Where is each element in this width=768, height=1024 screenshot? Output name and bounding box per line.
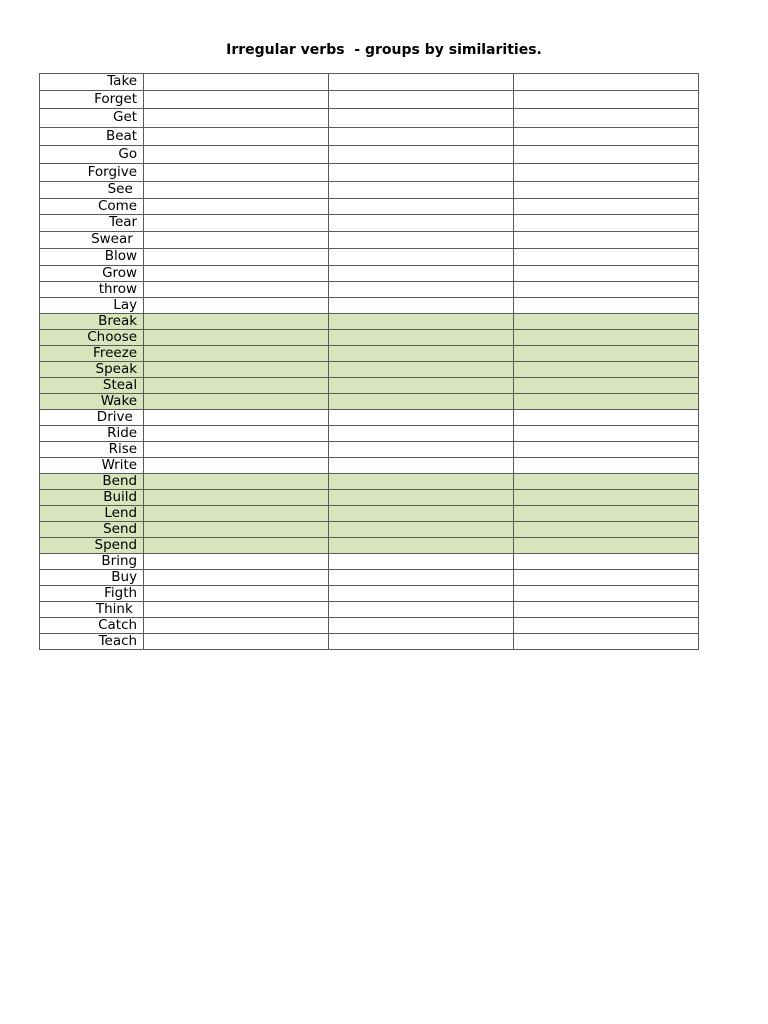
verb-cell: Drive bbox=[40, 410, 144, 426]
answer-cell-1[interactable] bbox=[144, 266, 329, 282]
verb-cell: Build bbox=[40, 490, 144, 506]
answer-cell-1[interactable] bbox=[144, 618, 329, 634]
table-row bbox=[40, 554, 699, 570]
table-row bbox=[40, 346, 699, 362]
verb-cell: Lay bbox=[40, 298, 144, 314]
answer-cell-1[interactable] bbox=[144, 410, 329, 426]
answer-cell-3[interactable] bbox=[514, 346, 699, 362]
answer-cell-2[interactable] bbox=[329, 182, 514, 199]
answer-cell-1[interactable] bbox=[144, 298, 329, 314]
answer-cell-2[interactable] bbox=[329, 394, 514, 410]
answer-cell-1[interactable] bbox=[144, 570, 329, 586]
table-row bbox=[40, 330, 699, 346]
verb-cell: Think bbox=[40, 602, 144, 618]
answer-cell-3[interactable] bbox=[514, 602, 699, 618]
answer-cell-2[interactable] bbox=[329, 570, 514, 586]
verb-cell: Come bbox=[40, 199, 144, 215]
answer-cell-1[interactable] bbox=[144, 74, 329, 91]
table-row bbox=[40, 426, 699, 442]
table-row bbox=[40, 522, 699, 538]
answer-cell-3[interactable] bbox=[514, 314, 699, 330]
table-row bbox=[40, 199, 699, 215]
answer-cell-2[interactable] bbox=[329, 249, 514, 266]
verb-cell: Wake bbox=[40, 394, 144, 410]
verb-table bbox=[39, 73, 699, 650]
table-row bbox=[40, 602, 699, 618]
answer-cell-3[interactable] bbox=[514, 182, 699, 199]
answer-cell-2[interactable] bbox=[329, 442, 514, 458]
verb-cell: Forgive bbox=[40, 164, 144, 182]
answer-cell-1[interactable] bbox=[144, 314, 329, 330]
answer-cell-3[interactable] bbox=[514, 618, 699, 634]
verb-cell: Lend bbox=[40, 506, 144, 522]
table-row bbox=[40, 182, 699, 199]
answer-cell-3[interactable] bbox=[514, 199, 699, 215]
verb-cell: throw bbox=[40, 282, 144, 298]
answer-cell-3[interactable] bbox=[514, 146, 699, 164]
answer-cell-3[interactable] bbox=[514, 282, 699, 298]
answer-cell-3[interactable] bbox=[514, 91, 699, 109]
verb-cell: Send bbox=[40, 522, 144, 538]
answer-cell-2[interactable] bbox=[329, 522, 514, 538]
answer-cell-2[interactable] bbox=[329, 586, 514, 602]
table-row bbox=[40, 232, 699, 249]
verb-cell: Blow bbox=[40, 249, 144, 266]
answer-cell-1[interactable] bbox=[144, 490, 329, 506]
table-row bbox=[40, 586, 699, 602]
table-row bbox=[40, 474, 699, 490]
answer-cell-2[interactable] bbox=[329, 490, 514, 506]
table-row bbox=[40, 109, 699, 128]
verb-cell: Choose bbox=[40, 330, 144, 346]
answer-cell-1[interactable] bbox=[144, 554, 329, 570]
verb-table-body bbox=[40, 74, 699, 650]
answer-cell-2[interactable] bbox=[329, 458, 514, 474]
verb-cell: Grow bbox=[40, 266, 144, 282]
answer-cell-1[interactable] bbox=[144, 442, 329, 458]
answer-cell-3[interactable] bbox=[514, 506, 699, 522]
verb-cell: Tear bbox=[40, 215, 144, 232]
answer-cell-1[interactable] bbox=[144, 538, 329, 554]
table-row bbox=[40, 362, 699, 378]
answer-cell-2[interactable] bbox=[329, 298, 514, 314]
answer-cell-2[interactable] bbox=[329, 266, 514, 282]
answer-cell-1[interactable] bbox=[144, 164, 329, 182]
answer-cell-2[interactable] bbox=[329, 378, 514, 394]
answer-cell-1[interactable] bbox=[144, 522, 329, 538]
answer-cell-3[interactable] bbox=[514, 232, 699, 249]
verb-cell: Forget bbox=[40, 91, 144, 109]
answer-cell-3[interactable] bbox=[514, 410, 699, 426]
answer-cell-3[interactable] bbox=[514, 458, 699, 474]
answer-cell-1[interactable] bbox=[144, 109, 329, 128]
answer-cell-2[interactable] bbox=[329, 346, 514, 362]
verb-cell: Take bbox=[40, 74, 144, 91]
table-row bbox=[40, 410, 699, 426]
answer-cell-1[interactable] bbox=[144, 330, 329, 346]
answer-cell-3[interactable] bbox=[514, 298, 699, 314]
answer-cell-2[interactable] bbox=[329, 164, 514, 182]
answer-cell-2[interactable] bbox=[329, 602, 514, 618]
answer-cell-2[interactable] bbox=[329, 199, 514, 215]
verb-cell: Beat bbox=[40, 128, 144, 146]
answer-cell-3[interactable] bbox=[514, 538, 699, 554]
answer-cell-2[interactable] bbox=[329, 282, 514, 298]
answer-cell-3[interactable] bbox=[514, 362, 699, 378]
answer-cell-2[interactable] bbox=[329, 330, 514, 346]
verb-cell: Spend bbox=[40, 538, 144, 554]
answer-cell-2[interactable] bbox=[329, 146, 514, 164]
answer-cell-2[interactable] bbox=[329, 362, 514, 378]
answer-cell-1[interactable] bbox=[144, 362, 329, 378]
table-row bbox=[40, 538, 699, 554]
answer-cell-3[interactable] bbox=[514, 442, 699, 458]
table-row bbox=[40, 298, 699, 314]
answer-cell-1[interactable] bbox=[144, 634, 329, 650]
answer-cell-1[interactable] bbox=[144, 128, 329, 146]
answer-cell-2[interactable] bbox=[329, 232, 514, 249]
verb-cell: Rise bbox=[40, 442, 144, 458]
answer-cell-3[interactable] bbox=[514, 215, 699, 232]
answer-cell-3[interactable] bbox=[514, 128, 699, 146]
answer-cell-1[interactable] bbox=[144, 458, 329, 474]
answer-cell-2[interactable] bbox=[329, 506, 514, 522]
answer-cell-3[interactable] bbox=[514, 249, 699, 266]
answer-cell-2[interactable] bbox=[329, 634, 514, 650]
answer-cell-2[interactable] bbox=[329, 314, 514, 330]
answer-cell-1[interactable] bbox=[144, 215, 329, 232]
table-row bbox=[40, 249, 699, 266]
answer-cell-3[interactable] bbox=[514, 522, 699, 538]
verb-cell: Teach bbox=[40, 634, 144, 650]
table-row bbox=[40, 215, 699, 232]
table-row bbox=[40, 634, 699, 650]
answer-cell-2[interactable] bbox=[329, 474, 514, 490]
table-row bbox=[40, 74, 699, 91]
verb-cell: Bend bbox=[40, 474, 144, 490]
answer-cell-1[interactable] bbox=[144, 602, 329, 618]
table-row bbox=[40, 458, 699, 474]
answer-cell-1[interactable] bbox=[144, 249, 329, 266]
verb-cell: Speak bbox=[40, 362, 144, 378]
table-row bbox=[40, 442, 699, 458]
answer-cell-3[interactable] bbox=[514, 109, 699, 128]
verb-cell: Catch bbox=[40, 618, 144, 634]
answer-cell-1[interactable] bbox=[144, 199, 329, 215]
verb-cell: Ride bbox=[40, 426, 144, 442]
answer-cell-3[interactable] bbox=[514, 554, 699, 570]
verb-cell: Break bbox=[40, 314, 144, 330]
verb-cell: Write bbox=[40, 458, 144, 474]
answer-cell-1[interactable] bbox=[144, 232, 329, 249]
answer-cell-3[interactable] bbox=[514, 74, 699, 91]
answer-cell-1[interactable] bbox=[144, 506, 329, 522]
verb-cell: Get bbox=[40, 109, 144, 128]
answer-cell-1[interactable] bbox=[144, 346, 329, 362]
answer-cell-1[interactable] bbox=[144, 474, 329, 490]
answer-cell-1[interactable] bbox=[144, 282, 329, 298]
answer-cell-1[interactable] bbox=[144, 426, 329, 442]
table-row bbox=[40, 146, 699, 164]
answer-cell-3[interactable] bbox=[514, 394, 699, 410]
verb-cell: Figth bbox=[40, 586, 144, 602]
verb-cell: Freeze bbox=[40, 346, 144, 362]
table-row bbox=[40, 164, 699, 182]
answer-cell-2[interactable] bbox=[329, 74, 514, 91]
answer-cell-2[interactable] bbox=[329, 554, 514, 570]
answer-cell-1[interactable] bbox=[144, 378, 329, 394]
verb-cell: Steal bbox=[40, 378, 144, 394]
answer-cell-2[interactable] bbox=[329, 109, 514, 128]
answer-cell-3[interactable] bbox=[514, 266, 699, 282]
table-row bbox=[40, 282, 699, 298]
table-row bbox=[40, 570, 699, 586]
answer-cell-1[interactable] bbox=[144, 182, 329, 199]
answer-cell-3[interactable] bbox=[514, 378, 699, 394]
answer-cell-2[interactable] bbox=[329, 128, 514, 146]
table-row bbox=[40, 378, 699, 394]
answer-cell-3[interactable] bbox=[514, 570, 699, 586]
answer-cell-3[interactable] bbox=[514, 586, 699, 602]
answer-cell-2[interactable] bbox=[329, 426, 514, 442]
answer-cell-3[interactable] bbox=[514, 164, 699, 182]
table-row bbox=[40, 618, 699, 634]
answer-cell-1[interactable] bbox=[144, 394, 329, 410]
verb-cell: See bbox=[40, 182, 144, 199]
answer-cell-2[interactable] bbox=[329, 618, 514, 634]
verb-cell: Go bbox=[40, 146, 144, 164]
table-row bbox=[40, 490, 699, 506]
table-row bbox=[40, 128, 699, 146]
table-row bbox=[40, 506, 699, 522]
table-row bbox=[40, 91, 699, 109]
answer-cell-3[interactable] bbox=[514, 490, 699, 506]
answer-cell-2[interactable] bbox=[329, 538, 514, 554]
answer-cell-3[interactable] bbox=[514, 330, 699, 346]
answer-cell-2[interactable] bbox=[329, 410, 514, 426]
table-row bbox=[40, 266, 699, 282]
table-row bbox=[40, 314, 699, 330]
answer-cell-2[interactable] bbox=[329, 91, 514, 109]
answer-cell-1[interactable] bbox=[144, 91, 329, 109]
answer-cell-2[interactable] bbox=[329, 215, 514, 232]
verb-cell: Buy bbox=[40, 570, 144, 586]
answer-cell-1[interactable] bbox=[144, 586, 329, 602]
table-row bbox=[40, 394, 699, 410]
answer-cell-3[interactable] bbox=[514, 474, 699, 490]
verb-cell: Swear bbox=[40, 232, 144, 249]
answer-cell-3[interactable] bbox=[514, 426, 699, 442]
page-title: Irregular verbs - groups by similarities. bbox=[226, 42, 542, 58]
answer-cell-1[interactable] bbox=[144, 146, 329, 164]
answer-cell-3[interactable] bbox=[514, 634, 699, 650]
verb-cell: Bring bbox=[40, 554, 144, 570]
